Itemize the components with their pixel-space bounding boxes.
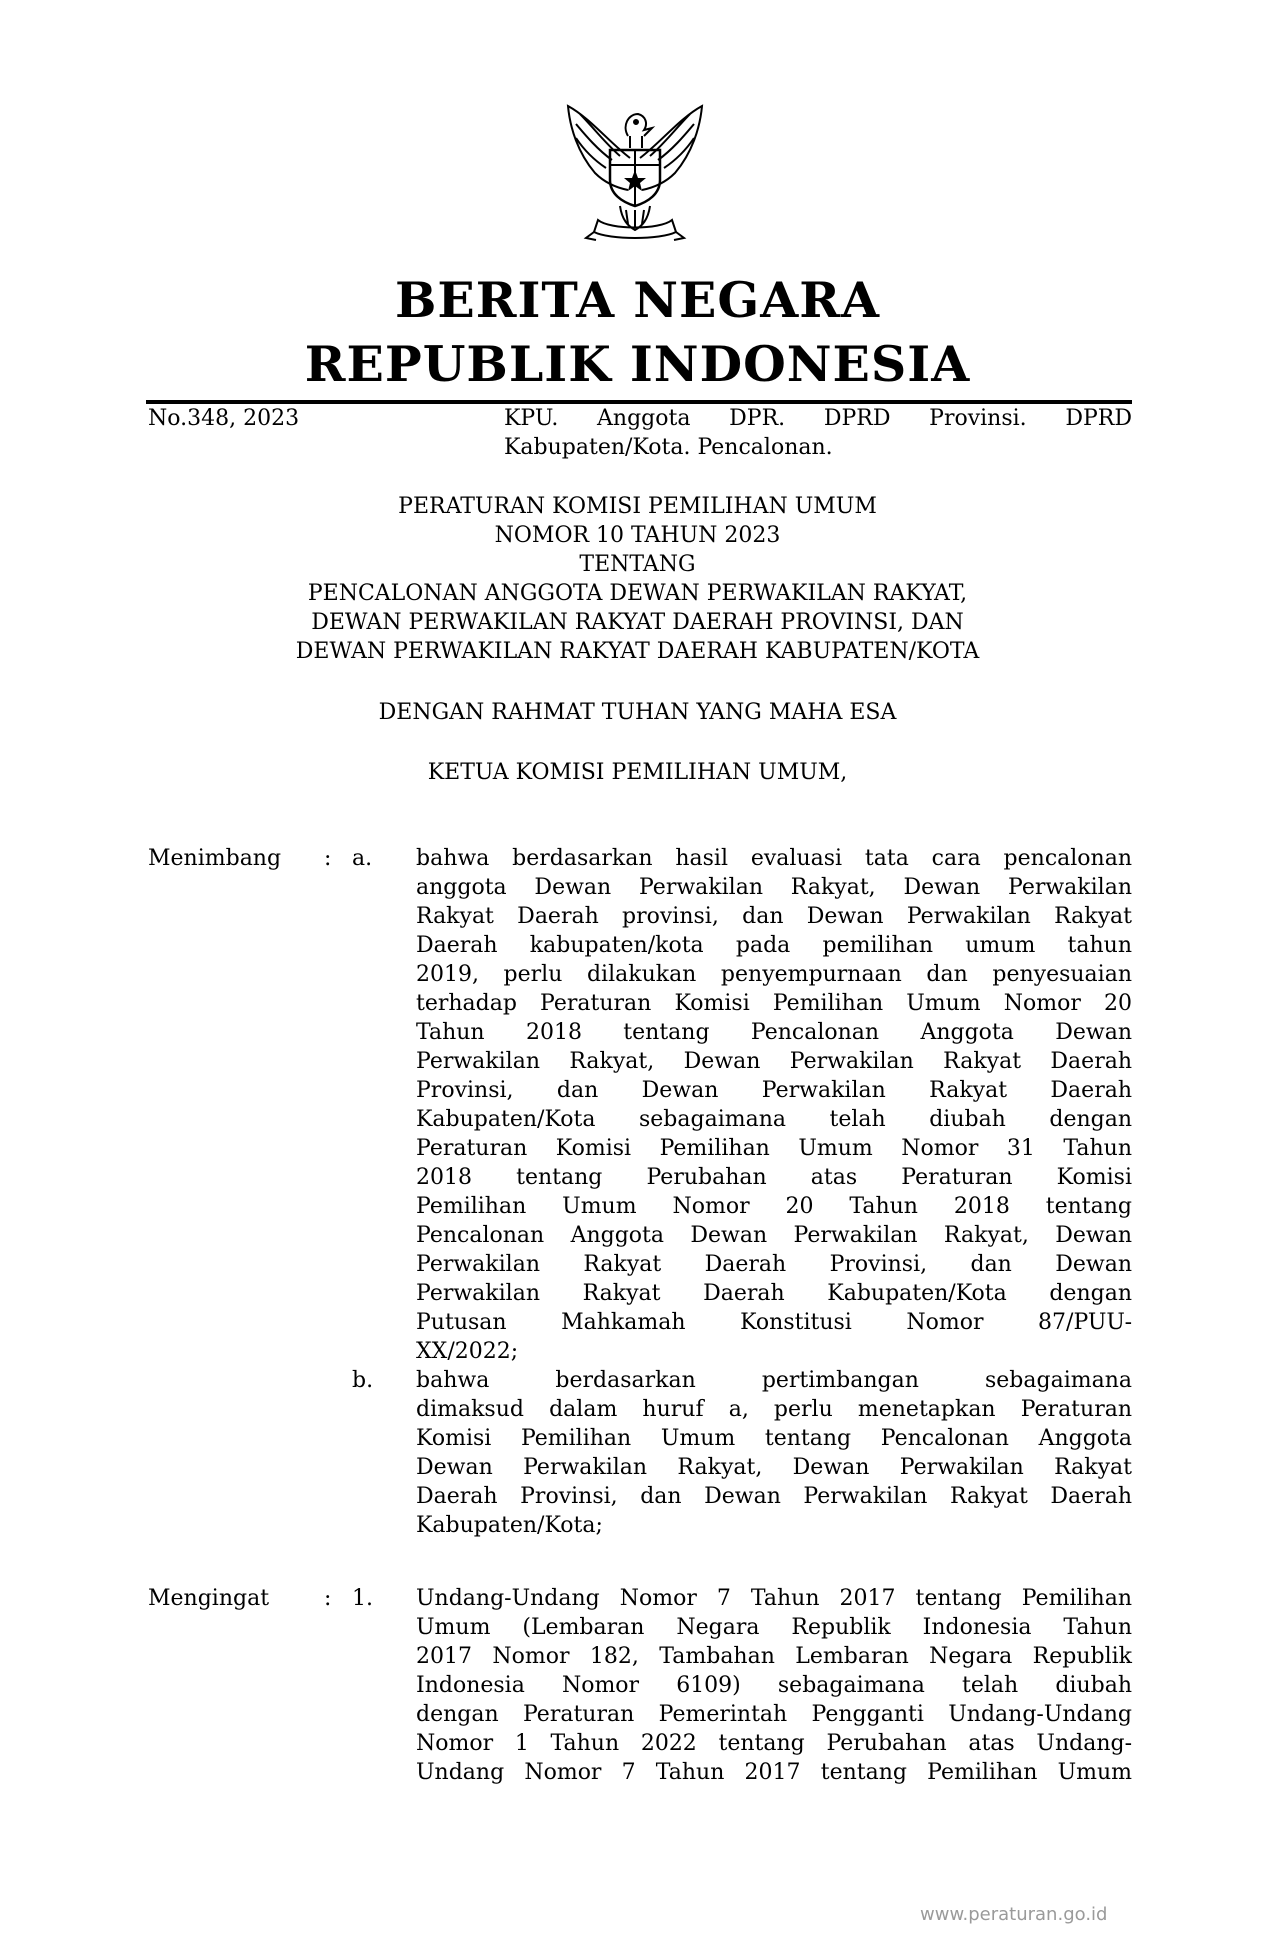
text-line: dengan Peraturan Pemerintah Pengganti Undang-Undang [416,1702,1132,1727]
text-line: anggota Dewan Perwakilan Rakyat, Dewan Perwakilan [416,875,1132,900]
text-line: Daerah kabupaten/kota pada pemilihan umum tahun [416,933,1132,958]
text-line: 2019, perlu dilakukan penyempurnaan dan penyesuaian [416,962,1132,987]
text-line: Peraturan Komisi Pemilihan Umum Nomor 31 Tahun [416,1136,1132,1161]
mengingat-label: Mengingat [148,1586,270,1611]
text-line: Komisi Pemilihan Umum tentang Pencalonan Anggota [416,1426,1132,1451]
text-line: Kabupaten/Kota sebagaimana telah diubah dengan [416,1107,1132,1132]
text-line: Daerah Provinsi, dan Dewan Perwakilan Rakyat Daerah [416,1484,1132,1509]
blessing-line: DENGAN RAHMAT TUHAN YANG MAHA ESA [378,700,897,725]
regulation-title-line: DEWAN PERWAKILAN RAKYAT DAERAH PROVINSI, DAN [311,610,964,635]
text-line: Provinsi, dan Dewan Perwakilan Rakyat Daerah [416,1078,1132,1103]
item-marker: a. [352,846,373,871]
text-line: Tahun 2018 tentang Pencalonan Anggota Dewan [416,1020,1132,1045]
text-line: Dewan Perwakilan Rakyat, Dewan Perwakilan Rakyat [416,1455,1132,1480]
regulation-title-line: NOMOR 10 TAHUN 2023 [494,523,781,548]
gazette-title-line2: REPUBLIK INDONESIA [304,335,971,393]
gazette-tags [504,404,1132,462]
item-marker: b. [352,1368,374,1393]
text-line: Perwakilan Rakyat Daerah Provinsi, dan Dewan [416,1252,1132,1277]
text-line: terhadap Peraturan Komisi Pemilihan Umum Nomor 20 [416,991,1132,1016]
text-line: Kabupaten/Kota; [416,1513,603,1538]
text-line: Nomor 1 Tahun 2022 tentang Perubahan atas Undang- [416,1731,1132,1756]
text-line: Rakyat Daerah provinsi, dan Dewan Perwakilan Rakyat [416,904,1132,929]
text-line: Perwakilan Rakyat, Dewan Perwakilan Rakyat Daerah [416,1049,1132,1074]
regulation-title-line: TENTANG [579,552,696,577]
text-line: Pemilihan Umum Nomor 20 Tahun 2018 tentang [416,1194,1132,1219]
mengingat-item-1 [416,1584,1132,1787]
text-line: 2017 Nomor 182, Tambahan Lembaran Negara Republik [416,1644,1132,1669]
mengingat-colon: : [324,1586,332,1611]
footer-watermark[interactable]: www.peraturan.go.id [920,1904,1108,1925]
gazette-title-line1: BERITA NEGARA [394,271,880,329]
issuer-line: KETUA KOMISI PEMILIHAN UMUM, [427,760,848,785]
text-line: Pencalonan Anggota Dewan Perwakilan Rakyat, Dewan [416,1223,1132,1248]
regulation-title-line: PENCALONAN ANGGOTA DEWAN PERWAKILAN RAKYAT, [307,581,968,606]
text-line: Indonesia Nomor 6109) sebagaimana telah diubah [416,1673,1132,1698]
text-line: bahwa berdasarkan pertimbangan sebagaimana [416,1368,1132,1393]
text-line: dimaksud dalam huruf a, perlu menetapkan Peraturan [416,1397,1132,1422]
regulation-title-line: PERATURAN KOMISI PEMILIHAN UMUM [398,494,877,519]
text-line: Perwakilan Rakyat Daerah Kabupaten/Kota dengan [416,1281,1132,1306]
text-line: Umum (Lembaran Negara Republik Indonesia Tahun [416,1615,1132,1640]
text-line: XX/2022; [416,1339,519,1364]
garuda-emblem-icon [550,98,720,248]
gazette-tags-line1: KPU. Anggota DPR. DPRD Provinsi. DPRD [504,406,1132,431]
text-line: Undang Nomor 7 Tahun 2017 tentang Pemilihan Umum [416,1760,1132,1785]
text-line: 2018 tentang Perubahan atas Peraturan Komisi [416,1165,1132,1190]
regulation-title-line: DEWAN PERWAKILAN RAKYAT DAERAH KABUPATEN/KOTA [295,639,980,664]
text-line: Putusan Mahkamah Konstitusi Nomor 87/PUU- [416,1310,1132,1335]
menimbang-item-b [416,1366,1132,1540]
regulation-title [0,492,1275,666]
text-line: bahwa berdasarkan hasil evaluasi tata cara pencalonan [416,846,1132,871]
gazette-tags-line2: Kabupaten/Kota. Pencalonan. [504,435,833,460]
item-marker: 1. [352,1586,373,1611]
menimbang-label: Menimbang [148,846,282,871]
menimbang-item-a [416,844,1132,1366]
menimbang-colon: : [324,846,332,871]
gazette-number: No.348, 2023 [148,406,300,431]
text-line: Undang-Undang Nomor 7 Tahun 2017 tentang Pemilihan [416,1586,1132,1611]
